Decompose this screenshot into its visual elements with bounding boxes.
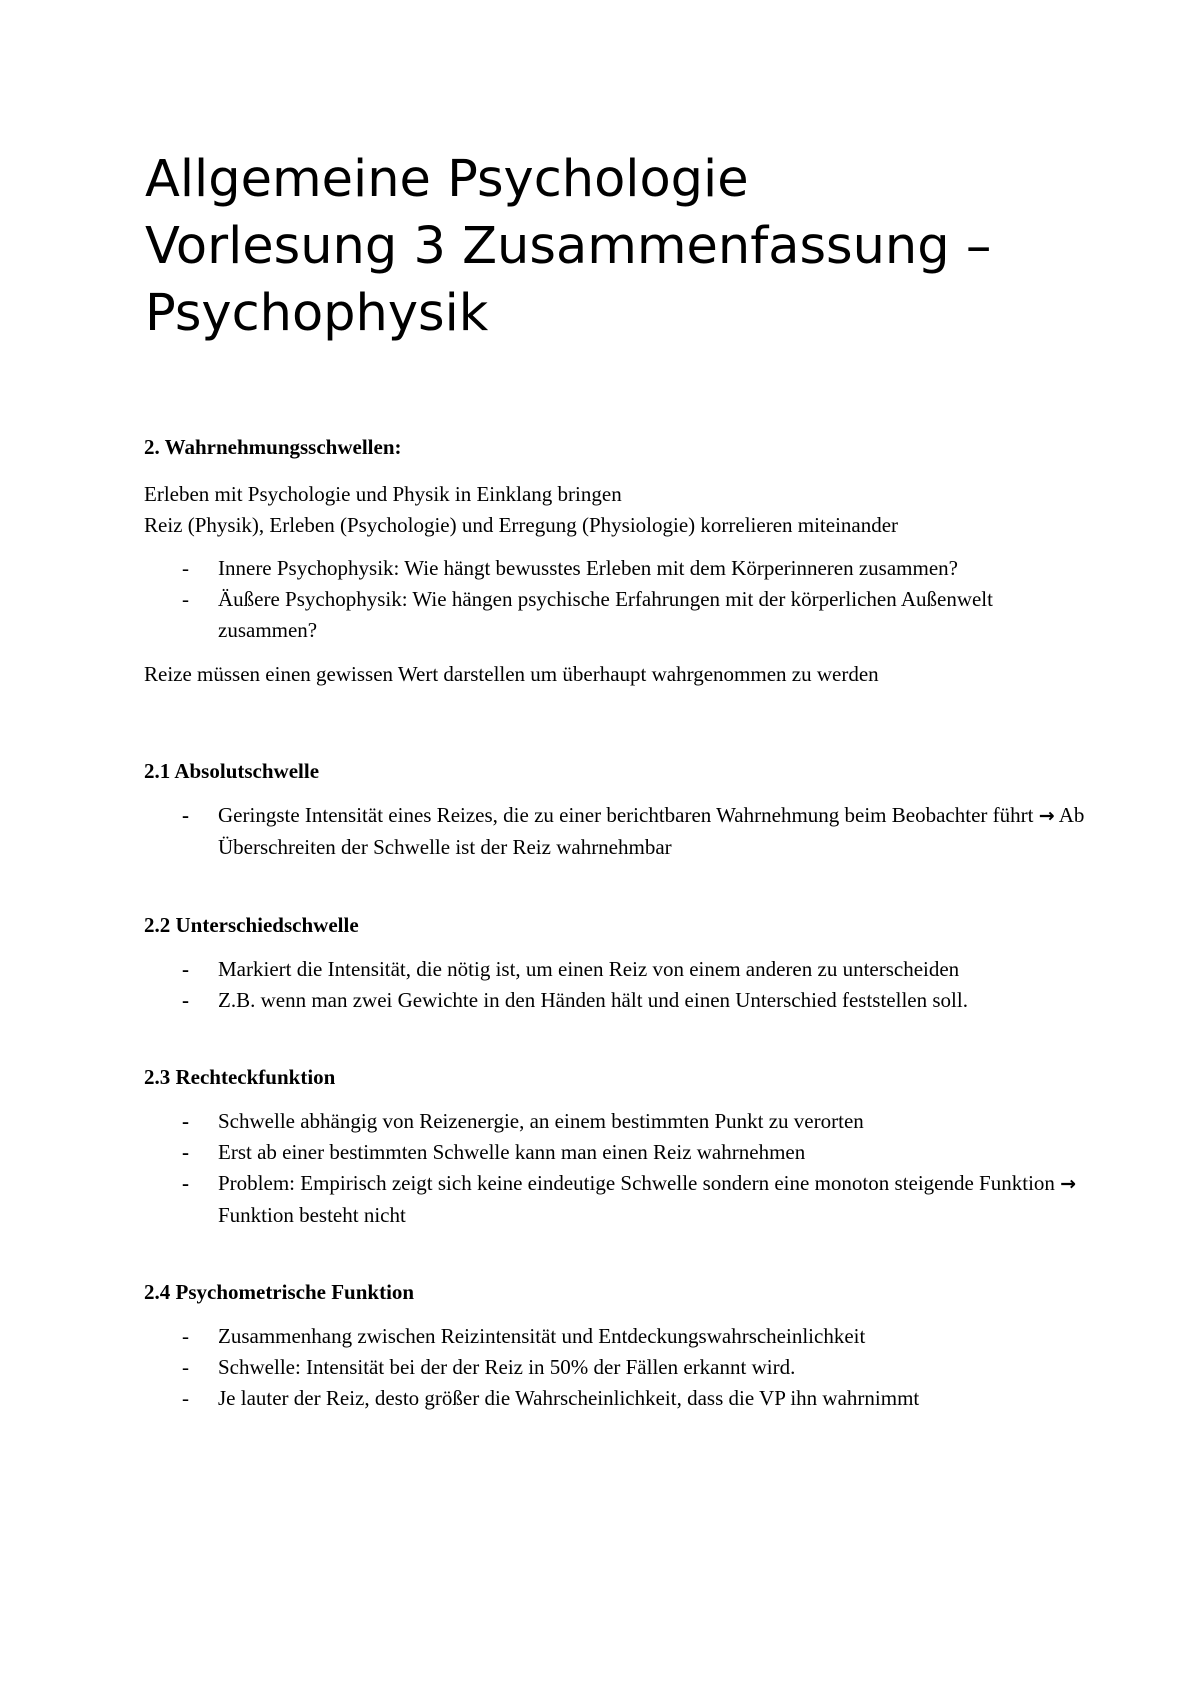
document-body: [144, 432, 1094, 1414]
list-item: [144, 1106, 1094, 1137]
bullet-list: [144, 800, 1094, 863]
list-item-text: Innere Psychophysik: Wie hängt bewusstes Erleben mit dem Körperinneren zusammen?: [218, 556, 958, 580]
arrow-right-icon: →: [1038, 805, 1055, 827]
bullet-dash: -: [182, 803, 189, 827]
section-heading: 2.2 Unterschiedschwelle: [144, 913, 359, 937]
list-item-text: Markiert die Intensität, die nötig ist, um einen Reiz von einem anderen zu unterscheiden: [218, 957, 960, 981]
bullet-list: [144, 954, 1094, 1016]
list-item-text: Schwelle abhängig von Reizenergie, an einem bestimmten Punkt zu verorten: [218, 1109, 864, 1133]
list-item: [144, 985, 1094, 1016]
arrow-right-icon: →: [1060, 1173, 1077, 1195]
list-item: [144, 1137, 1094, 1168]
bullet-dash: -: [182, 957, 189, 981]
bullet-dash: -: [182, 988, 189, 1012]
list-item: [144, 800, 1094, 863]
list-item-text: Funktion besteht nicht: [218, 1203, 406, 1227]
bullet-dash: -: [182, 1324, 189, 1348]
list-item: [144, 1321, 1094, 1352]
section-heading: 2. Wahrnehmungsschwellen:: [144, 435, 402, 459]
bullet-dash: -: [182, 1109, 189, 1133]
list-item-text: Je lauter der Reiz, desto größer die Wahrscheinlichkeit, dass die VP ihn wahrnimmt: [218, 1386, 920, 1410]
section-wahrnehmungsschwellen: [144, 432, 1094, 690]
paragraph: Reiz (Physik), Erleben (Psychologie) und Erregung (Physiologie) korrelieren miteinander: [144, 513, 899, 537]
paragraph: Erleben mit Psychologie und Physik in Einklang bringen: [144, 482, 622, 506]
section-unterschiedschwelle: [144, 910, 1094, 1016]
bullet-list: [144, 1106, 1094, 1231]
bullet-dash: -: [182, 556, 189, 580]
list-item: [144, 1383, 1094, 1414]
list-item-text: Zusammenhang zwischen Reizintensität und Entdeckungswahrscheinlichkeit: [218, 1324, 866, 1348]
page-title: [145, 146, 1105, 347]
section-heading: 2.3 Rechteckfunktion: [144, 1065, 336, 1089]
list-item: [144, 1352, 1094, 1383]
list-item-text: Problem: Empirisch zeigt sich keine eindeutige Schwelle sondern eine monoton steigende Funktion: [218, 1171, 1055, 1195]
title-line: Psychophysik: [145, 284, 489, 343]
list-item: [144, 954, 1094, 985]
bullet-dash: -: [182, 1171, 189, 1195]
title-line: Vorlesung 3 Zusammenfassung –: [145, 217, 992, 276]
list-item: [144, 1168, 1094, 1231]
section-absolutschwelle: [144, 756, 1094, 863]
list-item: [144, 584, 1094, 646]
bullet-list: [144, 553, 1094, 646]
section-heading: 2.4 Psychometrische Funktion: [144, 1280, 415, 1304]
bullet-dash: -: [182, 1140, 189, 1164]
list-item-text: Ab Überschreiten der Schwelle ist der Reiz wahrnehmbar: [218, 803, 1085, 859]
paragraph: Reize müssen einen gewissen Wert darstellen um überhaupt wahrgenommen zu werden: [144, 662, 879, 686]
bullet-dash: -: [182, 1355, 189, 1379]
list-item-text: Äußere Psychophysik: Wie hängen psychische Erfahrungen mit der körperlichen Außenwelt zusammen?: [218, 587, 993, 642]
list-item-text: Geringste Intensität eines Reizes, die zu einer berichtbaren Wahrnehmung beim Beobachter führt: [218, 803, 1034, 827]
list-item: [144, 553, 1094, 584]
bullet-dash: -: [182, 1386, 189, 1410]
section-heading: 2.1 Absolutschwelle: [144, 759, 320, 783]
bullet-list: [144, 1321, 1094, 1414]
section-psychometrische-funktion: [144, 1277, 1094, 1414]
list-item-text: Schwelle: Intensität bei der der Reiz in 50% der Fällen erkannt wird.: [218, 1355, 796, 1379]
bullet-dash: -: [182, 587, 189, 611]
list-item-text: Z.B. wenn man zwei Gewichte in den Händen hält und einen Unterschied feststellen soll.: [218, 988, 968, 1012]
section-rechteckfunktion: [144, 1062, 1094, 1231]
list-item-text: Erst ab einer bestimmten Schwelle kann man einen Reiz wahrnehmen: [218, 1140, 806, 1164]
title-line: Allgemeine Psychologie: [145, 150, 749, 209]
